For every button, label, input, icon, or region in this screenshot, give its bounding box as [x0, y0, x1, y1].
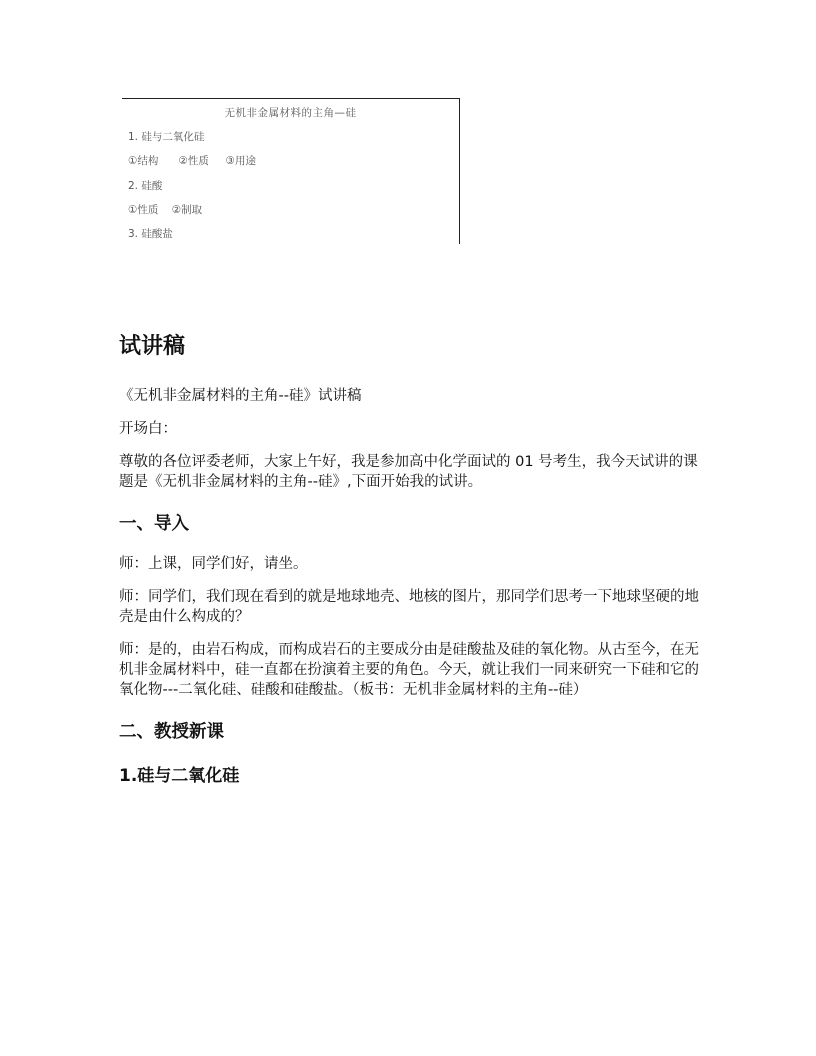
board-line: ①性质 ②制取: [128, 204, 203, 216]
board-line: 2. 硅酸: [128, 180, 163, 192]
board-line: 3. 硅酸盐: [128, 228, 173, 240]
board-line: 1. 硅与二氧化硅: [128, 131, 205, 143]
opening-paragraph: 尊敬的各位评委老师，大家上午好，我是参加高中化学面试的 01 号考生，我今天试讲的课题是《无机非金属材料的主角--硅》,下面开始我的试讲。: [119, 454, 698, 490]
paragraph: 师：上课，同学们好，请坐。: [119, 556, 308, 572]
document-body: [119, 330, 703, 788]
paragraph: 师：是的，由岩石构成，而构成岩石的主要成分由是硅酸盐及硅的氧化物。从古至今，在无机非金属材料中，硅一直都在扮演着主要的角色。今天，就让我们一同来研究一下硅和它的氧化物---二氧化硅、硅酸和硅酸盐。（板书：无机非金属材料的主角--硅）: [119, 642, 699, 698]
blackboard-outline-image: [122, 98, 460, 244]
opening-label: 开场白：: [119, 421, 177, 437]
paragraph: 师：同学们，我们现在看到的就是地球地壳、地核的图片，那同学们思考一下地球坚硬的地壳是由什么构成的？: [119, 589, 699, 625]
section-heading-new-lesson: 二、教授新课: [119, 722, 224, 742]
section-heading-intro: 一、导入: [119, 514, 189, 534]
board-line: ①结构 ②性质 ③用途: [128, 155, 256, 167]
board-title: 无机非金属材料的主角—硅: [224, 107, 357, 119]
subsection-heading: 1.硅与二氧化硅: [119, 766, 240, 786]
page-heading: 试讲稿: [119, 334, 186, 359]
doc-subtitle: 《无机非金属材料的主角--硅》试讲稿: [119, 388, 362, 404]
